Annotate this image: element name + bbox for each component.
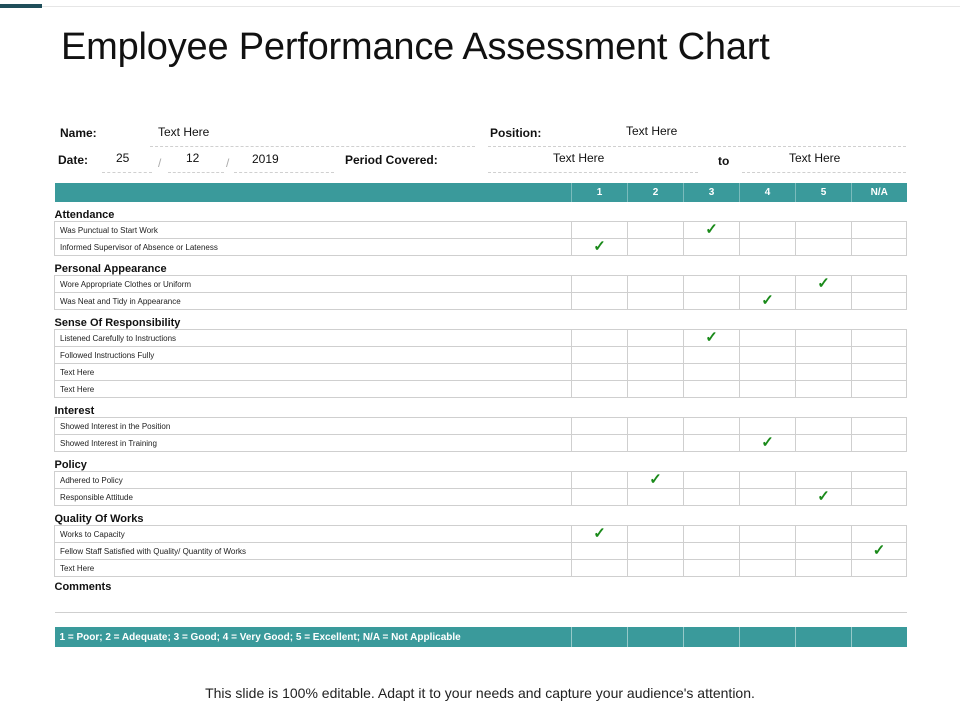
rating-header-1: 1 [572,183,628,202]
criteria-label: Works to Capacity [55,526,572,543]
period-to-field[interactable]: Text Here [789,151,841,165]
criteria-row [55,489,907,506]
rating-cell-na[interactable] [852,526,907,543]
date-separator: / [226,156,230,170]
criteria-label: Adhered to Policy [55,472,572,489]
checkmark-icon: ✓ [817,275,830,292]
criteria-label: Text Here [55,560,572,577]
rating-cell-2[interactable] [628,435,684,452]
rating-cell-1[interactable] [572,364,628,381]
header-blank-cell [55,183,572,202]
rating-cell-4[interactable] [740,435,796,452]
rating-cell-3[interactable] [684,381,740,398]
rating-cell-3[interactable] [684,330,740,347]
rating-cell-4[interactable] [740,526,796,543]
rating-cell-2[interactable] [628,293,684,310]
rating-cell-4[interactable] [740,381,796,398]
rating-cell-2[interactable] [628,418,684,435]
page-title: Employee Performance Assessment Chart [61,26,770,68]
criteria-row [55,347,907,364]
spacer-row [55,613,907,628]
rating-cell-5[interactable] [796,560,852,577]
rating-cell-1[interactable] [572,276,628,293]
rating-cell-4[interactable] [740,330,796,347]
rating-cell-5[interactable] [796,418,852,435]
rating-cell-1[interactable] [572,239,628,256]
rating-cell-1[interactable] [572,435,628,452]
rating-header-3: 3 [684,183,740,202]
rating-cell-5[interactable] [796,381,852,398]
rating-cell-3[interactable] [684,276,740,293]
section-row [55,310,907,330]
name-label: Name: [60,126,97,140]
section-row [55,452,907,472]
date-separator: / [158,156,162,170]
name-field[interactable]: Text Here [158,125,210,139]
date-year-field[interactable]: 2019 [252,152,279,166]
section-title: Quality Of Works [55,506,907,526]
rating-cell-2[interactable] [628,472,684,489]
rating-cell-na[interactable] [852,472,907,489]
criteria-row [55,543,907,560]
rating-cell-3[interactable] [684,560,740,577]
rating-cell-na[interactable] [852,489,907,506]
rating-cell-3[interactable] [684,543,740,560]
rating-cell-3[interactable] [684,347,740,364]
rating-cell-5[interactable] [796,526,852,543]
checkmark-icon: ✓ [705,221,718,238]
rating-header-5: 5 [796,183,852,202]
rating-cell-na[interactable] [852,347,907,364]
criteria-label: Followed Instructions Fully [55,347,572,364]
criteria-label: Fellow Staff Satisfied with Quality/ Quantity of Works [55,543,572,560]
comments-label: Comments [54,580,112,593]
assessment-table [54,183,907,647]
rating-cell-4[interactable] [740,364,796,381]
period-to-underline [742,172,906,173]
rating-cell-na[interactable] [852,222,907,239]
criteria-label: Was Punctual to Start Work [55,222,572,239]
rating-cell-1[interactable] [572,381,628,398]
criteria-label: Listened Carefully to Instructions [55,330,572,347]
checkmark-icon: ✓ [649,471,662,488]
criteria-row [55,293,907,310]
rating-cell-4[interactable] [740,347,796,364]
criteria-label: Text Here [55,364,572,381]
to-label: to [718,154,730,168]
section-title: Personal Appearance [55,256,907,276]
date-day-underline [102,172,152,173]
checkmark-icon: ✓ [705,329,718,346]
rating-cell-4[interactable] [740,472,796,489]
comments-input-area[interactable] [55,596,907,613]
section-title: Attendance [55,202,907,222]
rating-cell-1[interactable] [572,330,628,347]
legend-cell [684,627,740,647]
rating-cell-1[interactable] [572,560,628,577]
rating-cell-1[interactable] [572,489,628,506]
rating-cell-na[interactable] [852,330,907,347]
legend-cell [740,627,796,647]
top-accent-bar [0,4,42,8]
criteria-label: Wore Appropriate Clothes or Uniform [55,276,572,293]
criteria-label: Informed Supervisor of Absence or Lateness [55,239,572,256]
rating-cell-4[interactable] [740,222,796,239]
rating-cell-1[interactable] [572,472,628,489]
rating-cell-3[interactable] [684,472,740,489]
criteria-label: Showed Interest in Training [55,435,572,452]
section-title: Sense Of Responsibility [55,310,907,330]
rating-cell-2[interactable] [628,330,684,347]
section-row [55,398,907,418]
rating-cell-3[interactable] [684,526,740,543]
rating-cell-5[interactable] [796,489,852,506]
rating-cell-2[interactable] [628,543,684,560]
rating-cell-5[interactable] [796,222,852,239]
date-day-field[interactable]: 25 [116,151,130,165]
rating-cell-4[interactable] [740,239,796,256]
legend-cell [796,627,852,647]
rating-cell-2[interactable] [628,276,684,293]
rating-cell-1[interactable] [572,293,628,310]
checkmark-icon: ✓ [761,292,774,309]
rating-header-2: 2 [628,183,684,202]
rating-cell-5[interactable] [796,472,852,489]
rating-cell-5[interactable] [796,239,852,256]
rating-cell-3[interactable] [684,239,740,256]
rating-cell-na[interactable] [852,276,907,293]
section-title: Policy [55,452,907,472]
rating-header-row [55,183,907,202]
rating-cell-1[interactable] [572,526,628,543]
rating-cell-5[interactable] [796,543,852,560]
rating-cell-2[interactable] [628,239,684,256]
rating-cell-na[interactable] [852,239,907,256]
rating-cell-2[interactable] [628,381,684,398]
criteria-row [55,435,907,452]
date-year-underline [234,172,334,173]
criteria-row [55,560,907,577]
criteria-row [55,222,907,239]
rating-cell-na[interactable] [852,435,907,452]
rating-cell-2[interactable] [628,364,684,381]
legend-cell [852,627,907,647]
rating-cell-3[interactable] [684,222,740,239]
rating-cell-3[interactable] [684,489,740,506]
rating-cell-4[interactable] [740,276,796,293]
period-from-underline [488,172,698,173]
section-row [55,202,907,222]
section-row [55,256,907,276]
criteria-row [55,418,907,435]
date-month-underline [168,172,224,173]
rating-cell-5[interactable] [796,330,852,347]
rating-cell-1[interactable] [572,418,628,435]
rating-header-na: N/A [852,183,907,202]
checkmark-icon: ✓ [872,542,886,559]
spacer-cell [55,613,907,628]
comments-field[interactable] [55,596,907,613]
rating-cell-2[interactable] [628,560,684,577]
top-divider [0,6,960,7]
rating-cell-na[interactable] [852,418,907,435]
legend-cell [572,627,628,647]
criteria-row [55,381,907,398]
rating-header-4: 4 [740,183,796,202]
rating-cell-na[interactable] [852,381,907,398]
rating-cell-1[interactable] [572,543,628,560]
section-title: Interest [55,398,907,418]
rating-cell-2[interactable] [628,222,684,239]
rating-cell-na[interactable] [852,364,907,381]
comments-row [55,577,907,597]
criteria-label: Text Here [55,381,572,398]
position-underline [488,146,906,147]
period-from-field[interactable]: Text Here [553,151,605,165]
date-label: Date: [58,153,89,167]
rating-cell-4[interactable] [740,543,796,560]
legend-cell [628,627,684,647]
rating-cell-4[interactable] [740,293,796,310]
rating-cell-2[interactable] [628,526,684,543]
criteria-label: Responsible Attitude [55,489,572,506]
rating-cell-5[interactable] [796,435,852,452]
rating-cell-2[interactable] [628,347,684,364]
rating-cell-3[interactable] [684,435,740,452]
rating-cell-3[interactable] [684,293,740,310]
rating-cell-5[interactable] [796,293,852,310]
rating-cell-3[interactable] [684,364,740,381]
legend-bar [55,627,907,647]
rating-cell-2[interactable] [628,489,684,506]
criteria-row [55,526,907,543]
footer-note: This slide is 100% editable. Adapt it to your needs and capture your audience's attention. [205,685,755,701]
criteria-row [55,239,907,256]
criteria-row [55,276,907,293]
checkmark-icon: ✓ [817,488,830,505]
section-row [55,506,907,526]
name-underline [150,146,475,147]
position-field[interactable]: Text Here [626,124,678,138]
criteria-label: Was Neat and Tidy in Appearance [55,293,572,310]
rating-cell-5[interactable] [796,347,852,364]
date-month-field[interactable]: 12 [186,151,200,165]
checkmark-icon: ✓ [761,434,774,451]
criteria-row [55,330,907,347]
rating-cell-na[interactable] [852,293,907,310]
period-covered-label: Period Covered: [345,153,438,167]
criteria-row [55,364,907,381]
rating-cell-4[interactable] [740,418,796,435]
checkmark-icon: ✓ [593,525,606,542]
rating-cell-5[interactable] [796,276,852,293]
rating-cell-5[interactable] [796,364,852,381]
rating-cell-1[interactable] [572,222,628,239]
position-label: Position: [490,126,542,140]
checkmark-icon: ✓ [593,238,606,255]
rating-cell-1[interactable] [572,347,628,364]
rating-cell-4[interactable] [740,489,796,506]
rating-cell-4[interactable] [740,560,796,577]
rating-cell-na[interactable] [852,560,907,577]
criteria-row [55,472,907,489]
rating-legend: 1 = Poor; 2 = Adequate; 3 = Good; 4 = Very Good; 5 = Excellent; N/A = Not Applicable [55,627,572,647]
rating-cell-3[interactable] [684,418,740,435]
rating-cell-na[interactable] [852,543,907,560]
criteria-label: Showed Interest in the Position [55,418,572,435]
